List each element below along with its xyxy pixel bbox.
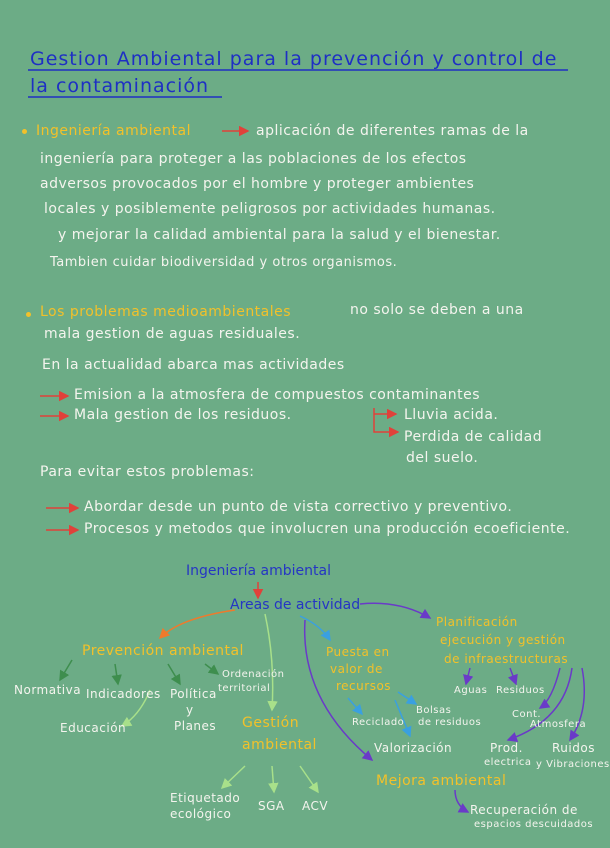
intro-line: y mejorar la calidad ambiental para la salud y el bienestar. [58,227,501,243]
node-planificacion-3: de infraestructuras [444,652,569,666]
intro-line: ingeniería para proteger a las poblaciones de los efectos [40,151,467,167]
sub-arrow [272,766,274,792]
node-puesta-3: recursos [336,679,392,693]
node-puesta-2: valor de [330,662,383,676]
node-y: y [186,703,194,717]
node-gestion: Gestión [242,715,300,731]
node-gestion-2: ambiental [242,737,317,753]
node-ruidos: Ruidos [552,741,595,755]
sub-arrow [510,668,516,684]
node-ruidos-2: y Vibraciones [536,759,610,770]
node-prod-2: electrica [484,757,532,768]
sub-arrow [348,698,362,714]
node-ordenacion-2: territorial [218,683,271,694]
branch-arrow [160,610,235,638]
node-puesta: Puesta en [326,645,390,659]
intro-line: locales y posiblemente peligrosos por actividades humanas. [44,201,496,217]
node-planificacion-2: ejecución y gestión [440,633,566,647]
sub-arrow [300,766,318,792]
node-recuperacion-2: espacios descuidados [474,819,594,830]
problems-line: no solo se deben a una [350,302,524,318]
avoid-item: Procesos y metodos que involucren una producción ecoeficiente. [84,521,571,537]
sub-arrow [398,692,416,704]
sub-arrow [466,668,470,684]
problems-sub: Lluvia acida. [404,407,499,423]
problems-line: En la actualidad abarca mas actividades [42,357,345,373]
intro-line: adversos provocados por el hombre y proteger ambientes [40,176,475,192]
node-sga: SGA [258,799,285,813]
avoid-item: Abordar desde un punto de vista correctivo y preventivo. [84,499,513,515]
intro-line: aplicación de diferentes ramas de la [256,123,529,139]
node-cont-2: Atmosfera [530,719,587,730]
problems-sub: del suelo. [406,450,479,466]
node-recuperacion: Recuperación de [470,803,578,817]
page-title-line2: la contaminación [30,75,210,97]
node-valorizacion: Valorización [374,741,453,755]
sub-arrow [205,664,218,674]
node-aguas: Aguas [454,685,488,696]
problems-item: Mala gestion de los residuos. [74,407,292,423]
node-politica: Política [170,687,217,701]
branch-arrow [265,614,273,710]
intro-term: Ingeniería ambiental [36,123,191,139]
branch-arrow [360,603,430,618]
node-bolsas-2: de residuos [418,717,482,728]
avoid-heading: Para evitar estos problemas: [40,464,255,480]
sub-arrow [60,660,72,680]
node-reciclado: Reciclado [352,717,405,728]
node-mejora: Mejora ambiental [376,773,507,789]
node-etiquetado: Etiquetado [170,791,241,805]
node-cont: Cont. [512,709,542,720]
sub-arrow [374,408,398,432]
problems-sub: Perdida de calidad [404,429,543,445]
node-bolsas: Bolsas [416,705,452,716]
problems-line: mala gestion de aguas residuales. [44,326,301,342]
node-educacion: Educación [60,721,127,735]
sub-arrow [455,790,468,812]
node-etiquetado-2: ecológico [170,807,232,821]
node-prevencion: Prevención ambiental [82,643,244,659]
node-ordenacion: Ordenación [222,669,285,680]
node-planes: Planes [174,719,217,733]
problems-item: Emision a la atmosfera de compuestos contaminantes [74,387,481,403]
node-normativa: Normativa [14,683,82,697]
sub-arrow [222,766,245,788]
bullet-icon [22,129,27,134]
diagram-root: Ingeniería ambiental [186,563,331,579]
page-title: Gestion Ambiental para la prevención y control de [30,48,558,70]
node-acv: ACV [302,799,329,813]
bullet-icon [26,312,31,317]
node-indicadores: Indicadores [86,687,161,701]
diagram-areas: Areas de actividad [230,597,361,613]
node-prod: Prod. [490,741,523,755]
node-planificacion: Planificación [436,615,518,629]
sub-arrow [168,664,180,684]
intro-line: Tambien cuidar biodiversidad y otros organismos. [50,255,398,270]
sub-arrow [115,664,118,684]
problems-term: Los problemas medioambientales [40,304,292,320]
node-residuos: Residuos [496,685,545,696]
